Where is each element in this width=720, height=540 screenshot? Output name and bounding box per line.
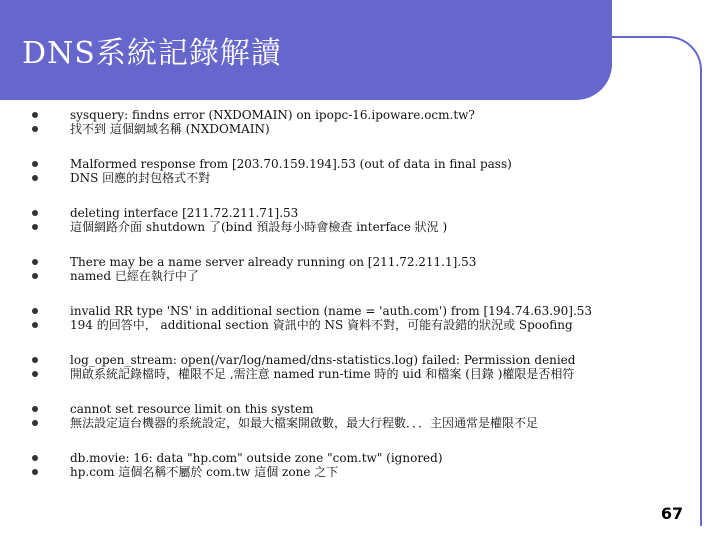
slide-title: DNS系統記錄解讀: [22, 36, 282, 71]
title-banner: [0, 0, 612, 100]
page-number: 67: [660, 504, 684, 523]
bullet-zh: named 已經在執行中了: [32, 269, 632, 283]
bullet-en: cannot set resource limit on this system: [32, 402, 632, 416]
bullet-en: deleting interface [211.72.211.71].53: [32, 206, 632, 220]
bullet-en: There may be a name server already running on [211.72.211.1].53: [32, 255, 632, 269]
bullet-en: sysquery: findns error (NXDOMAIN) on ipopc-16.ipoware.ocm.tw?: [32, 108, 632, 122]
bullet-zh: 無法設定這台機器的系統設定，如最大檔案開啟數，最大行程數．．．主因通常是權限不足: [32, 416, 632, 430]
bullet-zh: hp.com 這個名稱不屬於 com.tw 這個 zone 之下: [32, 465, 632, 479]
bullet-en: db.movie: 16: data "hp.com" outside zone "com.tw" (ignored): [32, 451, 632, 465]
bullet-en: log_open_stream: open(/var/log/named/dns-statistics.log) failed: Permission denied: [32, 353, 632, 367]
bullet-zh: 開啟系統記錄檔時，權限不足 ,需注意 named run-time 時的 uid 和檔案 (目錄 )權限是否相符: [32, 367, 632, 381]
bullet-en: invalid RR type 'NS' in additional section (name = 'auth.com') from [194.74.63.90].53: [32, 304, 632, 318]
bullet-zh: 這個網路介面 shutdown 了(bind 預設每小時會檢查 interface 狀況 ): [32, 220, 632, 234]
bullet-list: [32, 108, 632, 479]
bullet-zh: 找不到 這個網域名稱 (NXDOMAIN): [32, 122, 632, 136]
bullet-zh: DNS 回應的封包格式不對: [32, 171, 632, 185]
bullet-en: Malformed response from [203.70.159.194].53 (out of data in final pass): [32, 157, 632, 171]
bullet-zh: 194 的回答中， additional section 資訊中的 NS 資料不對，可能有設錯的狀況或 Spoofing: [32, 318, 632, 332]
